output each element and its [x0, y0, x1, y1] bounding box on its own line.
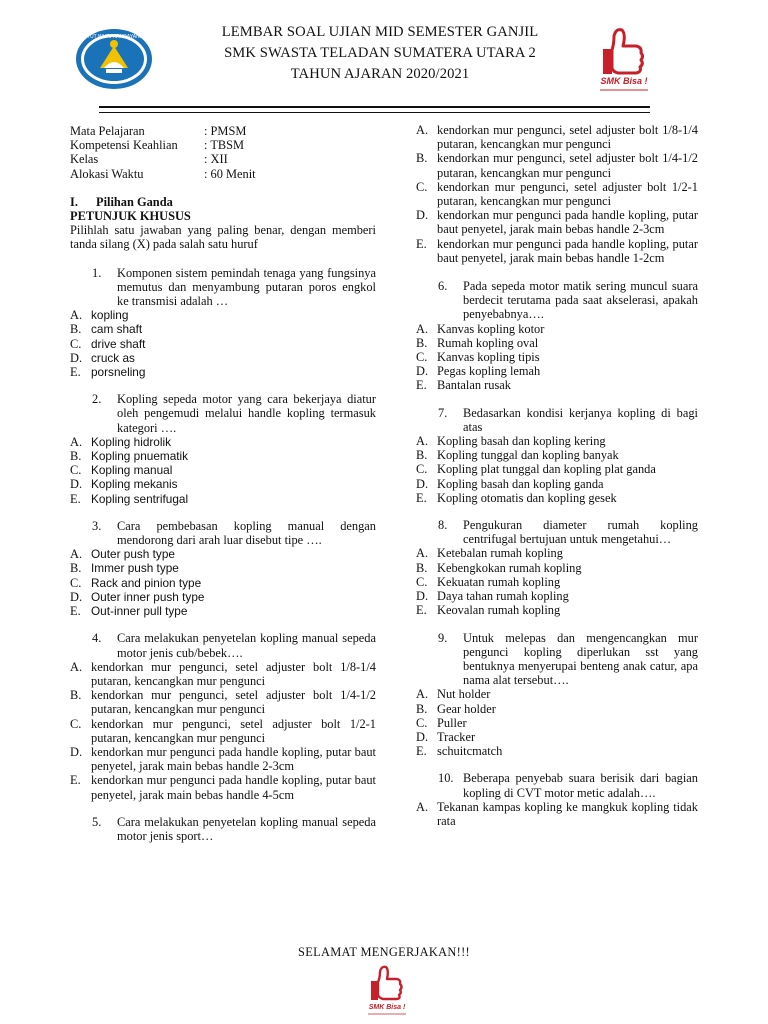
- question-number-label: 3.: [92, 518, 102, 533]
- question-text: Bedasarkan kondisi kerjanya kopling di bagi atas: [463, 405, 698, 434]
- question-item: [416, 631, 698, 688]
- exam-title: [150, 22, 610, 85]
- info-value: : 60 Menit: [204, 166, 256, 181]
- question-item: [70, 392, 376, 435]
- option-text: Tekanan kampas kopling ke mangkuk kopling tidak rata: [437, 799, 698, 828]
- option-text: Nut holder: [437, 687, 491, 702]
- answer-option: [70, 492, 376, 506]
- option-letter: D.: [416, 364, 429, 379]
- answer-option: [416, 462, 698, 476]
- answer-option: [70, 561, 376, 575]
- option-letter: A.: [416, 321, 429, 336]
- option-letter: E.: [416, 236, 427, 251]
- option-letter: C.: [416, 574, 428, 589]
- option-letter: D.: [416, 589, 429, 604]
- question-5-options: [416, 123, 698, 265]
- option-letter: A.: [70, 308, 83, 323]
- option-text: Daya tahan rumah kopling: [437, 589, 569, 604]
- answer-option: [416, 687, 698, 701]
- answer-option: [416, 730, 698, 744]
- option-text: kendorkan mur pengunci pada handle kopling, putar baut penyetel, jarak main bebas handle 4-5cm: [91, 773, 376, 802]
- answer-option: [70, 547, 376, 561]
- option-letter: A.: [416, 123, 429, 137]
- question-item: [416, 771, 698, 799]
- answer-option: [416, 491, 698, 505]
- answer-option: [70, 745, 376, 773]
- answer-option: [70, 308, 376, 322]
- answer-option: [416, 123, 698, 151]
- option-text: Out-inner pull type: [91, 604, 188, 619]
- option-letter: C.: [416, 462, 428, 477]
- answer-option: [416, 350, 698, 364]
- option-letter: D.: [70, 589, 83, 604]
- answer-option: [70, 604, 376, 618]
- option-text: Tracker: [437, 729, 476, 744]
- option-text: Kopling basah dan kopling ganda: [437, 476, 604, 491]
- option-text: Rack and pinion type: [91, 575, 202, 590]
- option-letter: C.: [416, 179, 428, 194]
- option-letter: B.: [416, 560, 428, 575]
- right-logo-caption: SMK Bisa !: [600, 76, 648, 86]
- question-text: Cara melakukan penyetelan kopling manual sepeda motor jenis cub/bebek….: [117, 631, 376, 660]
- answer-option: [70, 717, 376, 745]
- answer-option: [70, 463, 376, 477]
- title-line-1: LEMBAR SOAL UJIAN MID SEMESTER GANJIL: [221, 24, 539, 40]
- option-text: Kopling otomatis dan kopling gesek: [437, 490, 617, 505]
- question-number: [416, 631, 463, 688]
- info-value: : PMSM: [204, 124, 247, 138]
- answer-option: [416, 477, 698, 491]
- option-letter: C.: [70, 575, 82, 590]
- answer-option: [70, 435, 376, 449]
- answer-option: [416, 336, 698, 350]
- answer-option: [70, 449, 376, 463]
- option-text: kendorkan mur pengunci, setel adjuster bolt 1/8-1/4 putaran, kencangkan mur pengunci: [437, 123, 698, 152]
- option-text: Kopling sentrifugal: [91, 491, 189, 506]
- option-text: kendorkan mur pengunci pada handle kopling, putar baut penyetel, jarak main bebas handle 2-3cm: [437, 208, 698, 237]
- question-text: Komponen sistem pemindah tenaga yang fungsinya memutus dan menyambung putaran poros engkol ke transmisi adalah …: [117, 265, 376, 309]
- option-text: Kanvas kopling kotor: [437, 321, 545, 336]
- option-letter: B.: [70, 561, 82, 576]
- info-key: Mata Pelajaran: [70, 124, 145, 138]
- option-text: Kopling hidrolik: [91, 434, 172, 449]
- option-text: schuitcmatch: [437, 744, 503, 759]
- option-letter: B.: [416, 448, 428, 463]
- option-letter: C.: [70, 336, 82, 351]
- title-line-3: TAHUN AJARAN 2020/2021: [290, 66, 470, 82]
- option-text: Puller: [437, 715, 467, 730]
- option-text: kendorkan mur pengunci, setel adjuster bolt 1/4-1/2 putaran, kencangkan mur pengunci: [91, 688, 376, 717]
- option-letter: C.: [70, 463, 82, 478]
- question-item: [70, 631, 376, 659]
- footer-text: SELAMAT MENGERJAKAN!!!: [298, 945, 470, 959]
- right-question-list: [416, 279, 698, 828]
- option-letter: A.: [70, 659, 83, 674]
- answer-option: [70, 337, 376, 351]
- answer-option: [70, 576, 376, 590]
- option-text: Outer inner push type: [91, 589, 205, 604]
- info-row: [70, 167, 376, 181]
- answer-option: [416, 546, 698, 560]
- option-letter: D.: [416, 729, 429, 744]
- option-letter: E.: [416, 744, 427, 759]
- option-text: kendorkan mur pengunci, setel adjuster bolt 1/2-1 putaran, kencangkan mur pengunci: [437, 179, 698, 209]
- section-heading: [70, 195, 376, 209]
- option-text: cam shaft: [91, 322, 143, 337]
- option-letter: D.: [70, 477, 83, 492]
- question-text: Beberapa penyebab suara berisik dari bagian kopling di CVT motor metic adalah….: [463, 771, 698, 800]
- answer-option: [416, 561, 698, 575]
- answer-option: [416, 603, 698, 617]
- option-text: Kopling tunggal dan kopling banyak: [437, 448, 619, 463]
- question-text: Untuk melepas dan mengencangkan mur pengunci kopling diperlukan sst yang bentuknya menyerupai benteng anak catur, apa nama alat tersebut….: [463, 630, 698, 688]
- answer-option: [416, 702, 698, 716]
- question-text: Pengukuran diameter rumah kopling centrifugal bertujuan untuk mengetahui…: [463, 518, 698, 547]
- answer-option: [416, 716, 698, 730]
- option-text: kendorkan mur pengunci pada handle kopling, putar baut penyetel, jarak main bebas handle 2-3cm: [91, 744, 376, 774]
- smk-bisa-footer-logo-icon: [356, 964, 418, 1018]
- info-row: [70, 138, 376, 152]
- title-line-2: SMK SWASTA TELADAN SUMATERA UTARA 2: [224, 45, 536, 61]
- answer-option: [70, 322, 376, 336]
- option-text: Ketebalan rumah kopling: [437, 546, 563, 561]
- question-number-label: 4.: [92, 631, 102, 646]
- info-key: Kompetensi Keahlian: [70, 138, 178, 153]
- option-letter: A.: [416, 546, 429, 561]
- option-letter: C.: [70, 716, 82, 731]
- header-rule-thick: [99, 106, 650, 108]
- option-letter: A.: [70, 547, 83, 562]
- question-number-label: 8.: [438, 518, 448, 533]
- option-text: Pegas kopling lemah: [437, 364, 541, 379]
- answer-option: [416, 434, 698, 448]
- section-number: I.: [70, 194, 78, 209]
- answer-option: [70, 351, 376, 365]
- option-text: Kopling mekanis: [91, 477, 178, 492]
- option-letter: C.: [416, 715, 428, 730]
- option-letter: A.: [416, 434, 429, 449]
- option-letter: A.: [416, 799, 429, 814]
- option-text: kendorkan mur pengunci, setel adjuster bolt 1/2-1 putaran, kencangkan mur pengunci: [91, 716, 376, 745]
- info-row: [70, 152, 376, 166]
- question-text: Kopling sepeda motor yang cara bekerjaya diatur oleh pengemudi melalui handle kopling termasuk kategori ….: [117, 392, 376, 435]
- option-letter: D.: [70, 350, 83, 365]
- option-letter: A.: [416, 687, 429, 702]
- option-letter: E.: [416, 378, 427, 393]
- question-text: Cara melakukan penyetelan kopling manual sepeda motor jenis sport…: [117, 814, 376, 843]
- question-number: [70, 631, 117, 659]
- question-number: [70, 266, 117, 309]
- question-number-label: 7.: [438, 405, 448, 420]
- option-letter: E.: [416, 603, 427, 618]
- option-text: kendorkan mur pengunci, setel adjuster bolt 1/8-1/4 putaran, kencangkan mur pengunci: [91, 659, 376, 688]
- answer-option: [416, 378, 698, 392]
- answer-option: [70, 477, 376, 491]
- right-column: [416, 123, 698, 828]
- info-value: : XII: [204, 152, 228, 167]
- option-letter: B.: [70, 688, 82, 703]
- question-number: [416, 406, 463, 434]
- petunjuk-heading: PETUNJUK KHUSUS: [70, 209, 191, 224]
- option-text: Kopling plat tunggal dan kopling plat ganda: [437, 462, 656, 477]
- option-text: Kekuatan rumah kopling: [437, 574, 561, 589]
- option-text: Outer push type: [91, 547, 175, 562]
- question-number: [416, 279, 463, 322]
- question-item: [70, 266, 376, 309]
- question-item: [416, 406, 698, 434]
- option-letter: D.: [70, 744, 83, 759]
- option-letter: E.: [416, 490, 427, 505]
- option-text: Bantalan rusak: [437, 378, 511, 393]
- question-number-label: 6.: [438, 279, 448, 294]
- option-letter: B.: [416, 701, 428, 716]
- option-text: drive shaft: [91, 336, 146, 351]
- answer-option: [70, 773, 376, 801]
- smk-bisa-logo-icon: [586, 26, 662, 98]
- answer-option: [70, 590, 376, 604]
- answer-option: [416, 575, 698, 589]
- question-text: Cara pembebasan kopling manual dengan mendorong dari arah luar disebut tipe ….: [117, 518, 376, 548]
- option-text: Kopling basah dan kopling kering: [437, 434, 606, 449]
- option-letter: B.: [416, 151, 428, 166]
- option-letter: E.: [70, 604, 81, 619]
- option-text: porsneling: [91, 365, 146, 380]
- footer-logo-caption: SMK Bisa !: [368, 1004, 406, 1011]
- option-text: Immer push type: [91, 561, 179, 576]
- option-text: Rumah kopling oval: [437, 335, 539, 350]
- info-key: Kelas: [70, 152, 99, 167]
- question-number: [416, 518, 463, 546]
- answer-option: [416, 448, 698, 462]
- option-letter: E.: [70, 491, 81, 506]
- option-letter: B.: [70, 449, 82, 464]
- page-header: [0, 22, 768, 102]
- question-number: [70, 392, 117, 435]
- option-text: Kopling manual: [91, 463, 173, 478]
- question-number-label: 2.: [92, 392, 102, 407]
- answer-option: [416, 744, 698, 758]
- info-key: Alokasi Waktu: [70, 166, 144, 181]
- header-rule-thin: [99, 112, 650, 113]
- question-number-label: 5.: [92, 814, 102, 829]
- answer-option: [416, 208, 698, 236]
- section-title: Pilihan Ganda: [96, 194, 173, 209]
- option-text: Keovalan rumah kopling: [437, 603, 561, 618]
- answer-option: [416, 364, 698, 378]
- answer-option: [416, 180, 698, 208]
- option-text: Kanvas kopling tipis: [437, 350, 540, 365]
- instruction-text: Pilihlah satu jawaban yang paling benar, dengan memberi tanda silang (X) pada salah satu huruf: [70, 223, 376, 252]
- question-number-label: 1.: [92, 265, 102, 280]
- question-number: [70, 815, 117, 843]
- option-text: kendorkan mur pengunci pada handle kopling, putar baut penyetel, jarak main bebas handle 1-2cm: [437, 236, 698, 265]
- info-row: [70, 124, 376, 138]
- question-number: [416, 771, 463, 799]
- answer-option: [70, 365, 376, 379]
- option-letter: A.: [70, 434, 83, 449]
- option-letter: D.: [416, 208, 429, 223]
- question-number: [70, 519, 117, 547]
- option-text: Gear holder: [437, 701, 496, 716]
- answer-option: [416, 322, 698, 336]
- option-letter: B.: [70, 322, 82, 337]
- option-text: kopling: [91, 308, 129, 323]
- question-item: [416, 279, 698, 322]
- option-text: Kopling pnuematik: [91, 449, 189, 464]
- option-text: Kebengkokan rumah kopling: [437, 560, 582, 575]
- answer-option: [416, 800, 698, 828]
- option-text: cruck as: [91, 350, 135, 365]
- question-item: [416, 518, 698, 546]
- option-letter: D.: [416, 476, 429, 491]
- tut-wuri-handayani-logo-icon: [74, 28, 154, 90]
- info-value: : TBSM: [204, 138, 245, 153]
- option-text: kendorkan mur pengunci, setel adjuster bolt 1/4-1/2 putaran, kencangkan mur pengunci: [437, 151, 698, 180]
- exam-info: [70, 124, 376, 181]
- option-letter: E.: [70, 365, 81, 380]
- answer-option: [416, 237, 698, 265]
- question-text: Pada sepeda motor matik sering muncul suara berdecit terutama pada saat akselerasi, apakah penyebabnya….: [463, 279, 698, 322]
- answer-option: [416, 589, 698, 603]
- left-logo-caption: TUT WURI HANDAYANI: [86, 34, 142, 40]
- left-question-list: [70, 266, 376, 844]
- question-item: [70, 519, 376, 547]
- answer-option: [70, 688, 376, 716]
- option-letter: C.: [416, 350, 428, 365]
- answer-option: [70, 660, 376, 688]
- answer-option: [416, 151, 698, 179]
- left-column: [70, 124, 376, 843]
- question-number-label: 10.: [438, 771, 454, 786]
- option-letter: B.: [416, 335, 428, 350]
- option-letter: E.: [70, 773, 81, 788]
- question-number-label: 9.: [438, 630, 448, 645]
- question-item: [70, 815, 376, 843]
